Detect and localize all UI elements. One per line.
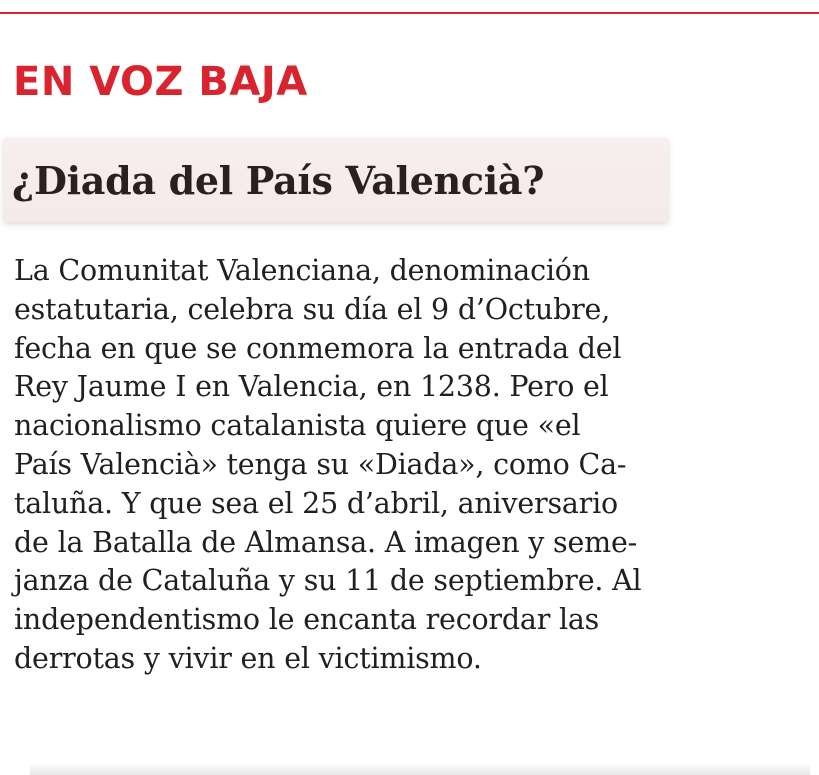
body-line: País Valencià» tenga su «Diada», como Ca-: [14, 447, 627, 481]
body-line: de la Batalla de Almansa. A imagen y seme-: [14, 525, 638, 559]
page-edge-shadow: [30, 763, 810, 775]
body-line: derrotas y vivir en el victimismo.: [14, 641, 482, 675]
body-line: janza de Cataluña y su 11 de septiembre. Al: [14, 564, 642, 598]
headline: ¿Diada del País Valencià?: [12, 158, 545, 203]
top-divider: [0, 12, 819, 14]
body-line: nacionalismo catalanista quiere que «el: [14, 409, 581, 443]
section-label: EN VOZ BAJA: [13, 59, 308, 105]
body-line: independentismo le encanta recordar las: [14, 603, 600, 637]
article-body: [14, 252, 814, 679]
body-line: La Comunitat Valenciana, denominación: [14, 254, 590, 287]
body-line: Rey Jaume I en Valencia, en 1238. Pero el: [14, 370, 609, 404]
body-line: fecha en que se conmemora la entrada del: [14, 331, 622, 365]
body-line: taluña. Y que sea el 25 d’abril, aniversario: [14, 486, 618, 520]
body-line: estatutaria, celebra su día el 9 d’Octubre,: [14, 292, 611, 326]
